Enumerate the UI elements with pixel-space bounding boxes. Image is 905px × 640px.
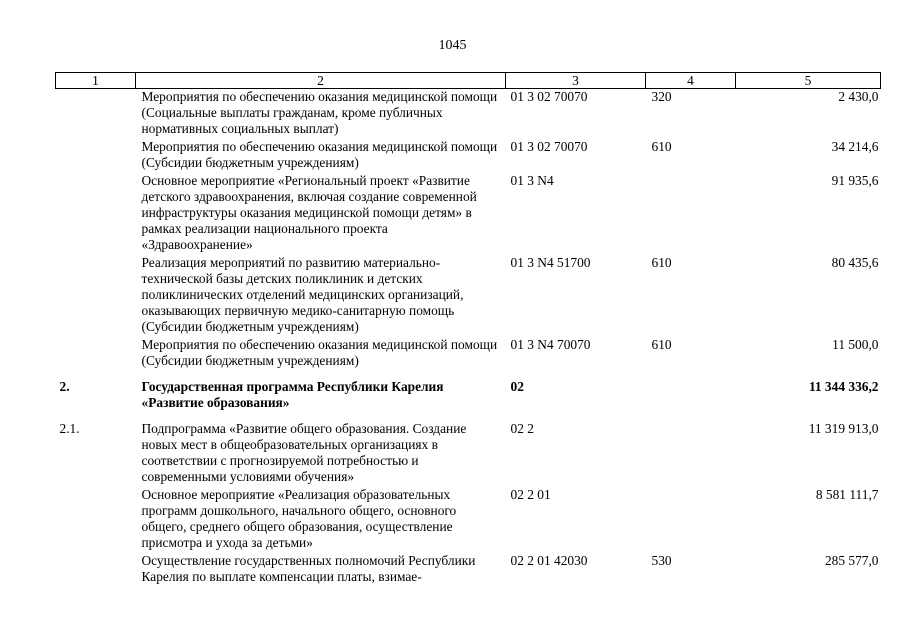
table-header (56, 73, 881, 89)
table-row (56, 255, 881, 337)
row-classification-code: 02 (510, 379, 524, 394)
row-classification-code: 02 2 (510, 421, 534, 436)
row-name: Подпрограмма «Развитие общего образования. Создание новых мест в общеобразовательных организациях в соответствии с прогнозируемой потребностью и современными условиями обучения» (141, 421, 467, 484)
row-expense-type: 610 (651, 337, 672, 352)
table-row (56, 413, 881, 487)
table-body (56, 89, 881, 588)
table-row (56, 139, 881, 173)
row-amount: 11 344 336,2 (808, 379, 879, 394)
row-name: Основное мероприятие «Региональный проект «Развитие детского здравоохранения, включая создание современной инфраструктуры оказания медицинской помощи детям» в рамках реализации национального проекта «Здравоохранение» (141, 173, 477, 252)
row-expense-type (646, 487, 736, 553)
header-row (56, 73, 881, 89)
row-expense-type (646, 413, 736, 487)
row-expense-type: 610 (651, 139, 672, 154)
row-expense-type: 320 (651, 89, 672, 104)
row-number (56, 337, 136, 371)
row-number (56, 553, 136, 587)
row-expense-type (646, 173, 736, 255)
row-number (56, 255, 136, 337)
row-name: Основное мероприятие «Реализация образовательных программ дошкольного, начального общего, основного общего, среднего общего образования, осуществление присмотра и ухода за детьми» (141, 487, 457, 550)
column-header-1: 1 (56, 73, 136, 89)
row-amount: 2 430,0 (838, 89, 879, 104)
row-amount: 34 214,6 (831, 139, 879, 154)
row-classification-code: 02 2 01 42030 (510, 553, 588, 568)
row-amount: 11 500,0 (832, 337, 879, 352)
row-classification-code: 02 2 01 (510, 487, 551, 502)
column-header-2: 2 (136, 73, 506, 89)
table-row (56, 173, 881, 255)
table-row (56, 487, 881, 553)
table-row (56, 337, 881, 371)
row-name: Реализация мероприятий по развитию материально-технической базы детских поликлиник и детских поликлинических отделений медицинских организаций, оказывающих первичную медико-санитарную помощь (Субсидии бюджетным учреждениям) (141, 255, 464, 334)
page-number: 1045 (438, 38, 467, 53)
row-number (56, 487, 136, 553)
table-row (56, 553, 881, 587)
row-number (56, 139, 136, 173)
row-number: 2.1. (59, 421, 80, 436)
row-number (56, 89, 136, 140)
row-name: Осуществление государственных полномочий Республики Карелия по выплате компенсации платы, взимае- (141, 553, 476, 584)
row-classification-code: 01 3 N4 (510, 173, 554, 188)
row-classification-code: 01 3 N4 70070 (510, 337, 591, 352)
row-amount: 80 435,6 (831, 255, 879, 270)
column-header-3: 3 (506, 73, 646, 89)
row-classification-code: 01 3 N4 51700 (510, 255, 591, 270)
row-number (56, 173, 136, 255)
row-amount: 8 581 111,7 (815, 487, 879, 502)
row-amount: 11 319 913,0 (808, 421, 879, 436)
table-row (56, 371, 881, 413)
row-expense-type: 530 (651, 553, 672, 568)
row-name: Государственная программа Республики Карелия «Развитие образования» (141, 379, 444, 410)
row-name: Мероприятия по обеспечению оказания медицинской помощи (Социальные выплаты гражданам, кроме публичных нормативных социальных выплат) (141, 89, 498, 136)
row-amount: 285 577,0 (824, 553, 879, 568)
row-name: Мероприятия по обеспечению оказания медицинской помощи (Субсидии бюджетным учреждениям) (141, 337, 498, 368)
row-name: Мероприятия по обеспечению оказания медицинской помощи (Субсидии бюджетным учреждениям) (141, 139, 498, 170)
row-classification-code: 01 3 02 70070 (510, 139, 588, 154)
row-expense-type (646, 371, 736, 413)
row-amount: 91 935,6 (831, 173, 879, 188)
column-header-4: 4 (646, 73, 736, 89)
row-number: 2. (59, 379, 70, 394)
row-classification-code: 01 3 02 70070 (510, 89, 588, 104)
table-row (56, 89, 881, 140)
row-expense-type: 610 (651, 255, 672, 270)
budget-table (55, 72, 881, 587)
column-header-5: 5 (736, 73, 881, 89)
